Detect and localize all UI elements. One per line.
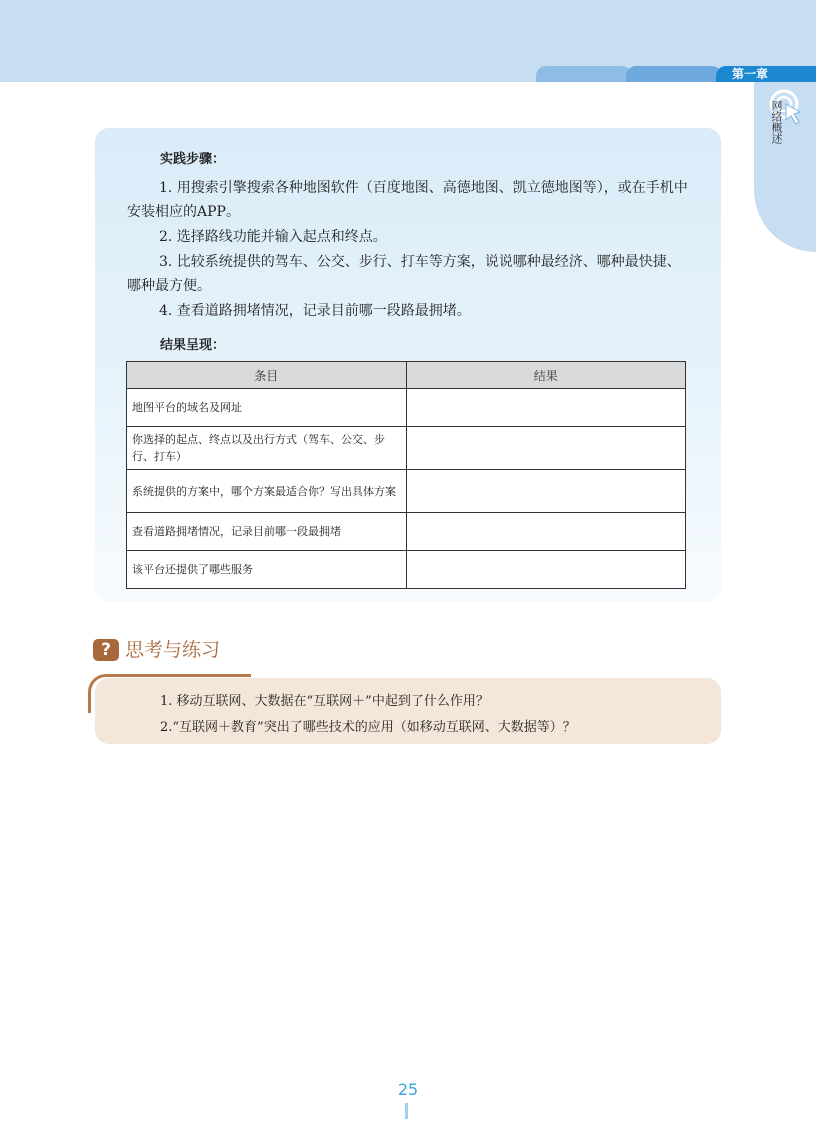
chapter-tab: 第一章	[716, 66, 816, 82]
table-header-item: 条目	[127, 362, 407, 389]
page-number: 25	[397, 1080, 419, 1099]
table-cell-result[interactable]	[406, 427, 685, 470]
table-cell-result[interactable]	[406, 551, 685, 589]
table-header-row	[127, 362, 686, 389]
exercise-item-2: 2.“互联网＋教育”突出了哪些技术的应用（如移动互联网、大数据等）？	[160, 720, 576, 735]
step-3: 3. 比较系统提供的驾车、公交、步行、打车等方案，说说哪种最经济、哪种最快捷、哪种最方便。	[127, 254, 681, 294]
steps-heading: 实践步骤：	[160, 152, 226, 167]
table-cell-item: 系统提供的方案中，哪个方案最适合你？写出具体方案	[127, 470, 407, 513]
table-cell-result[interactable]	[406, 389, 685, 427]
table-cell-item: 你选择的起点、终点以及出行方式（驾车、公交、步行、打车）	[127, 427, 407, 470]
table-row	[127, 551, 686, 589]
table-cell-result[interactable]	[406, 513, 685, 551]
table-cell-item: 查看道路拥堵情况，记录目前哪一段最拥堵	[127, 513, 407, 551]
chapter-tab-decor-1	[536, 66, 632, 82]
step-2: 2. 选择路线功能并输入起点和终点。	[159, 229, 387, 245]
table-cell-result[interactable]	[406, 470, 685, 513]
table-row	[127, 389, 686, 427]
table-cell-item: 地图平台的域名及网址	[127, 389, 407, 427]
table-row	[127, 427, 686, 470]
table-row	[127, 470, 686, 513]
result-heading: 结果呈现：	[160, 338, 226, 353]
question-icon: ?	[93, 639, 119, 661]
table-header-result: 结果	[406, 362, 685, 389]
exercise-title-text: 思考与练习	[125, 639, 221, 661]
page-number-line	[405, 1103, 408, 1119]
side-label: 网络概述	[770, 100, 783, 144]
table-row	[127, 513, 686, 551]
result-table	[126, 361, 686, 589]
step-1: 1. 用搜索引擎搜索各种地图软件（百度地图、高德地图、凯立德地图等），或在手机中安装相应的APP。	[127, 180, 688, 220]
step-4: 4. 查看道路拥堵情况，记录目前哪一段路最拥堵。	[159, 303, 471, 319]
table-cell-item: 该平台还提供了哪些服务	[127, 551, 407, 589]
chapter-tab-decor-2	[626, 66, 722, 82]
exercise-item-1: 1. 移动互联网、大数据在“互联网＋”中起到了什么作用？	[160, 694, 489, 709]
